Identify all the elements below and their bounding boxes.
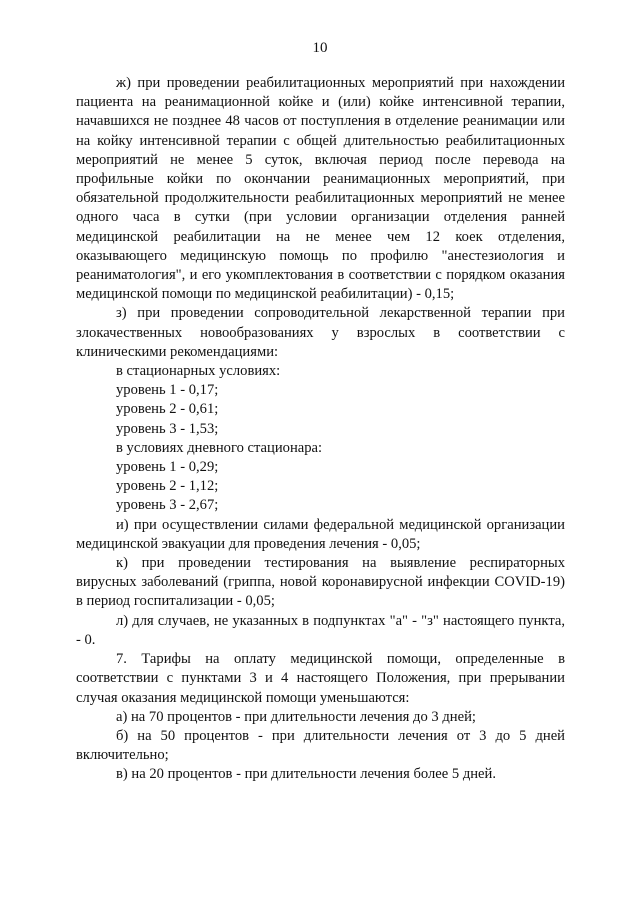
paragraph-k: к) при проведении тестирования на выявление респираторных вирусных заболеваний (гриппа, новой коронавирусной инфекции COVID-19) в период госпитализации - 0,05;	[76, 555, 565, 610]
day-hospital-level-2: уровень 2 - 1,12;	[116, 478, 219, 495]
paragraph-i: и) при осуществлении силами федеральной медицинской организации медицинской эвакуации для проведения лечения - 0,05;	[76, 516, 565, 552]
inpatient-level-1: уровень 1 - 0,17;	[116, 382, 219, 399]
paragraph-l: л) для случаев, не указанных в подпунктах "а" - "з" настоящего пункта, - 0.	[76, 612, 565, 648]
paragraph-v: в) на 20 процентов - при длительности лечения более 5 дней.	[116, 766, 496, 783]
paragraph-b: б) на 50 процентов - при длительности лечения от 3 до 5 дней включительно;	[76, 727, 565, 764]
day-hospital-level-1: уровень 1 - 0,29;	[116, 459, 219, 476]
subheading-day-hospital: в условиях дневного стационара:	[116, 439, 323, 456]
inpatient-level-2: уровень 2 - 0,61;	[116, 401, 219, 418]
day-hospital-level-3: уровень 3 - 2,67;	[116, 497, 219, 514]
paragraph-z: з) при проведении сопроводительной лекарственной терапии при злокачественных новообразованиях у взрослых в соответствии с клиническими рекомендациями:	[76, 305, 565, 360]
paragraph-a: а) на 70 процентов - при длительности лечения до 3 дней;	[116, 708, 476, 725]
document-body	[76, 74, 565, 785]
paragraph-7: 7. Тарифы на оплату медицинской помощи, определенные в соответствии с пунктами 3 и 4 настоящего Положения, при прерывании случая оказания медицинской помощи уменьшаются:	[76, 651, 565, 706]
page-number: 10	[312, 40, 328, 56]
inpatient-level-3: уровень 3 - 1,53;	[116, 420, 219, 437]
subheading-inpatient: в стационарных условиях:	[116, 363, 281, 380]
paragraph-zh: ж) при проведении реабилитационных мероприятий при нахождении пациента на реанимационной койке и (или) койке интенсивной терапии, начавшихся не позднее 48 часов от поступления в отделение реанимации или на койку интенсивной терапии с общей длительностью реабилитационных мероприятий не менее 5 суток, включая период после перевода на профильные койки по окончании реанимационных мероприятий, при обязательной продолжительности реабилитационных мероприятий не менее одного часа в сутки (при условии организации отделения ранней медицинской реабилитации на не менее чем 12 коек отделения, оказывающего медицинскую помощь по профилю "анестезиология и реаниматология", и его укомплектования в соответствии с порядком оказания медицинской помощи по медицинской реабилитации) - 0,15;	[76, 75, 565, 303]
